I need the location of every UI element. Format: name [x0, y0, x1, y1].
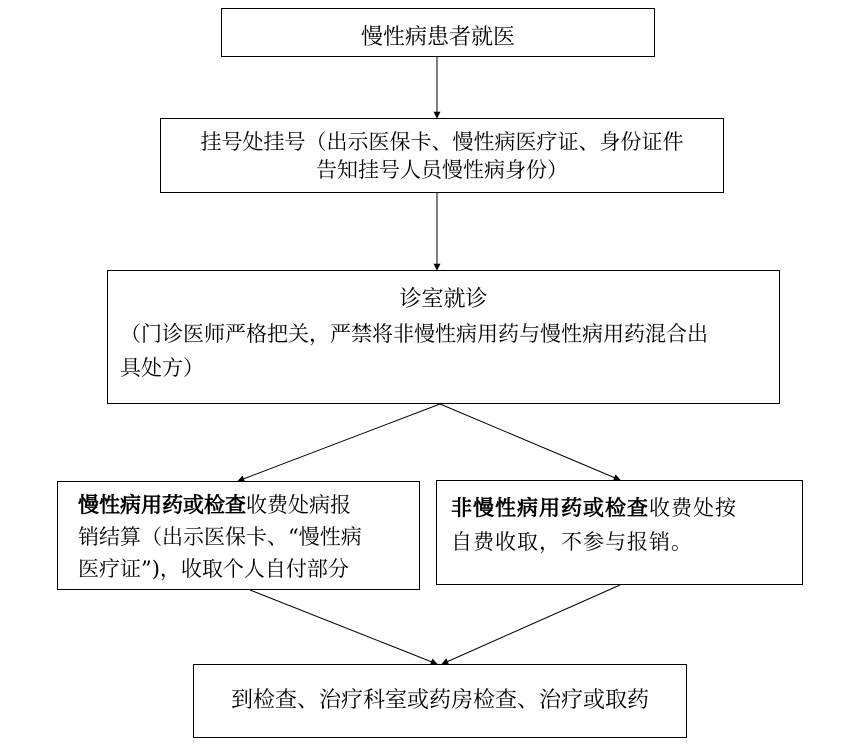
nonchronic-billing-line1: 收费处按	[649, 496, 737, 520]
arrow-3-to-left	[238, 404, 440, 481]
step-chronic-billing	[57, 481, 420, 590]
step-consultation-title: 诊室就诊	[399, 287, 488, 312]
arrow-right-to-5	[442, 585, 620, 664]
chronic-billing-line1: 收费处病报	[246, 493, 351, 517]
chronic-meds-label: 慢性病用药或检查	[78, 492, 246, 517]
step-nonchronic-billing	[436, 480, 803, 585]
step-registration	[160, 118, 724, 193]
nonchronic-meds-label: 非慢性病用药或检查	[451, 495, 649, 520]
step-registration-line1: 挂号处挂号（出示医保卡、慢性病医疗证、身份证件	[200, 130, 684, 154]
step-registration-line2: 告知挂号人员慢性病身份）	[316, 158, 568, 182]
step-patient-visit	[221, 8, 655, 57]
step-consultation-line2: 具处方）	[120, 356, 204, 380]
step-consultation-line1: （门诊医师严格把关，严禁将非慢性病用药与慢性病用药混合出	[120, 322, 708, 346]
chronic-billing-line2: 销结算（出示医保卡、“慢性病	[78, 525, 362, 549]
arrow-3-to-right	[440, 404, 620, 480]
step-exam-treatment	[193, 664, 687, 738]
arrow-left-to-5	[250, 590, 437, 664]
step-exam-treatment-label: 到检查、治疗科室或药房检查、治疗或取药	[230, 688, 649, 713]
chronic-billing-line3: 医疗证”)，收取个人自付部分	[78, 557, 349, 581]
step-consultation	[107, 270, 780, 404]
nonchronic-billing-line2: 自费收取，不参与报销。	[451, 530, 693, 554]
step-patient-visit-label: 慢性病患者就医	[360, 25, 515, 50]
